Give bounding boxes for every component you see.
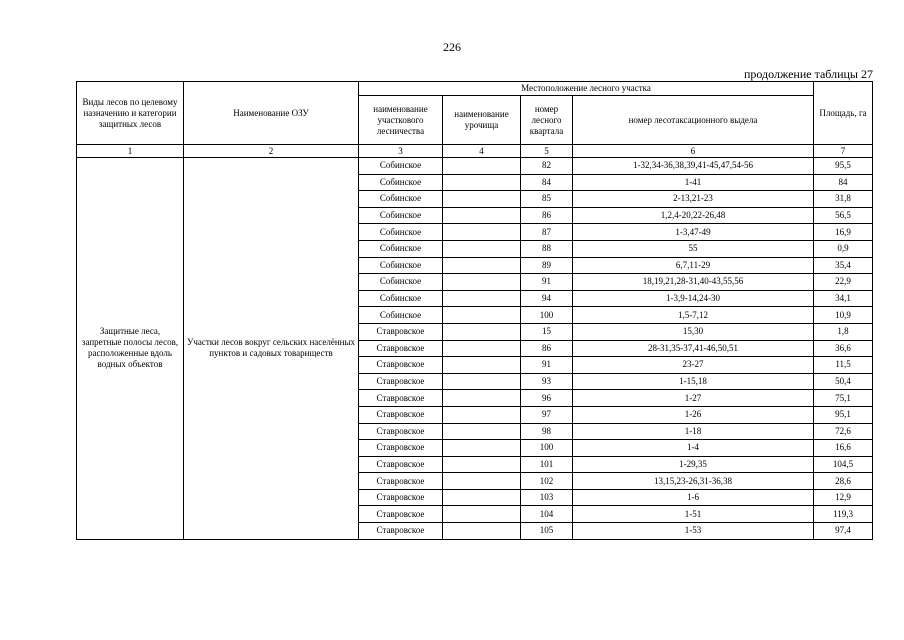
tract-cell: [443, 423, 521, 440]
forestry-cell: Ставровское: [359, 357, 443, 374]
allotment-cell: 1-53: [573, 523, 814, 540]
area-cell: 95,5: [814, 158, 873, 175]
quarter-cell: 102: [521, 473, 573, 490]
area-cell: 16,9: [814, 224, 873, 241]
forestry-cell: Ставровское: [359, 523, 443, 540]
forestry-cell: Ставровское: [359, 373, 443, 390]
tract-cell: [443, 440, 521, 457]
forestry-cell: Ставровское: [359, 506, 443, 523]
quarter-cell: 98: [521, 423, 573, 440]
table-body: [77, 158, 873, 540]
tract-cell: [443, 373, 521, 390]
tract-cell: [443, 240, 521, 257]
allotment-cell: 1-18: [573, 423, 814, 440]
quarter-cell: 85: [521, 191, 573, 208]
allotment-cell: 1,5-7,12: [573, 307, 814, 324]
quarter-cell: 105: [521, 523, 573, 540]
forestry-cell: Собинское: [359, 240, 443, 257]
area-cell: 34,1: [814, 290, 873, 307]
quarter-cell: 89: [521, 257, 573, 274]
area-cell: 95,1: [814, 406, 873, 423]
quarter-cell: 91: [521, 357, 573, 374]
tract-cell: [443, 323, 521, 340]
forestry-cell: Ставровское: [359, 323, 443, 340]
area-cell: 35,4: [814, 257, 873, 274]
allotment-cell: 1-51: [573, 506, 814, 523]
area-cell: 28,6: [814, 473, 873, 490]
tract-cell: [443, 257, 521, 274]
allotment-cell: 15,30: [573, 323, 814, 340]
quarter-cell: 104: [521, 506, 573, 523]
quarter-cell: 84: [521, 174, 573, 191]
tract-cell: [443, 290, 521, 307]
allotment-cell: 1-3,9-14,24-30: [573, 290, 814, 307]
quarter-cell: 15: [521, 323, 573, 340]
area-cell: 22,9: [814, 274, 873, 291]
tract-cell: [443, 523, 521, 540]
forestry-cell: Собинское: [359, 290, 443, 307]
forestry-cell: Собинское: [359, 224, 443, 241]
column-number: 3: [359, 145, 443, 158]
forestry-cell: Ставровское: [359, 340, 443, 357]
tract-cell: [443, 390, 521, 407]
quarter-cell: 86: [521, 340, 573, 357]
area-cell: 31,8: [814, 191, 873, 208]
forestry-cell: Собинское: [359, 307, 443, 324]
ozu-name-cell: Участки лесов вокруг сельских населённых пунктов и садовых товариществ: [184, 158, 359, 540]
table-continuation-label: продолжение таблицы 27: [743, 67, 873, 81]
area-cell: 1,8: [814, 323, 873, 340]
quarter-cell: 101: [521, 456, 573, 473]
allotment-cell: 1-32,34-36,38,39,41-45,47,54-56: [573, 158, 814, 175]
column-number-row: [77, 145, 873, 158]
allotment-cell: 1-29,35: [573, 456, 814, 473]
column-number: 4: [443, 145, 521, 158]
header-forest-type: Виды лесов по целевому назначению и категории защитных лесов: [77, 82, 184, 145]
forestry-cell: Собинское: [359, 191, 443, 208]
allotment-cell: 1,2,4-20,22-26,48: [573, 207, 814, 224]
area-cell: 11,5: [814, 357, 873, 374]
header-location-group: Местоположение лесного участка: [359, 82, 814, 96]
area-cell: 75,1: [814, 390, 873, 407]
tract-cell: [443, 174, 521, 191]
area-cell: 10,9: [814, 307, 873, 324]
tract-cell: [443, 357, 521, 374]
quarter-cell: 94: [521, 290, 573, 307]
area-cell: 104,5: [814, 456, 873, 473]
header-tract: наименование урочища: [443, 96, 521, 145]
allotment-cell: 13,15,23-26,31-36,38: [573, 473, 814, 490]
forestry-cell: Собинское: [359, 174, 443, 191]
area-cell: 84: [814, 174, 873, 191]
column-number: 6: [573, 145, 814, 158]
forestry-cell: Ставровское: [359, 456, 443, 473]
tract-cell: [443, 489, 521, 506]
tract-cell: [443, 274, 521, 291]
tract-cell: [443, 406, 521, 423]
allotment-cell: 1-4: [573, 440, 814, 457]
forest-plots-table: [76, 81, 873, 540]
tract-cell: [443, 340, 521, 357]
quarter-cell: 100: [521, 307, 573, 324]
quarter-cell: 91: [521, 274, 573, 291]
tract-cell: [443, 456, 521, 473]
forestry-cell: Собинское: [359, 158, 443, 175]
area-cell: 16,6: [814, 440, 873, 457]
area-cell: 36,6: [814, 340, 873, 357]
tract-cell: [443, 506, 521, 523]
tract-cell: [443, 158, 521, 175]
forestry-cell: Собинское: [359, 207, 443, 224]
allotment-cell: 55: [573, 240, 814, 257]
allotment-cell: 1-41: [573, 174, 814, 191]
tract-cell: [443, 207, 521, 224]
allotment-cell: 18,19,21,28-31,40-43,55,56: [573, 274, 814, 291]
area-cell: 50,4: [814, 373, 873, 390]
forestry-cell: Ставровское: [359, 440, 443, 457]
column-number: 5: [521, 145, 573, 158]
allotment-cell: 1-27: [573, 390, 814, 407]
column-number: 7: [814, 145, 873, 158]
tract-cell: [443, 191, 521, 208]
quarter-cell: 96: [521, 390, 573, 407]
header-area: Площадь, га: [814, 82, 873, 145]
allotment-cell: 1-6: [573, 489, 814, 506]
quarter-cell: 86: [521, 207, 573, 224]
forestry-cell: Собинское: [359, 257, 443, 274]
quarter-cell: 82: [521, 158, 573, 175]
area-cell: 56,5: [814, 207, 873, 224]
area-cell: 0,9: [814, 240, 873, 257]
quarter-cell: 88: [521, 240, 573, 257]
quarter-cell: 93: [521, 373, 573, 390]
area-cell: 97,4: [814, 523, 873, 540]
column-number: 1: [77, 145, 184, 158]
forestry-cell: Ставровское: [359, 390, 443, 407]
forestry-cell: Ставровское: [359, 489, 443, 506]
tract-cell: [443, 224, 521, 241]
tract-cell: [443, 473, 521, 490]
allotment-cell: 6,7,11-29: [573, 257, 814, 274]
allotment-cell: 1-3,47-49: [573, 224, 814, 241]
page-number: 226: [443, 40, 461, 54]
quarter-cell: 87: [521, 224, 573, 241]
header-allotment: номер лесотаксационного выдела: [573, 96, 814, 145]
allotment-cell: 1-15,18: [573, 373, 814, 390]
column-number: 2: [184, 145, 359, 158]
forestry-cell: Ставровское: [359, 406, 443, 423]
area-cell: 72,6: [814, 423, 873, 440]
header-ozu-name: Наименование ОЗУ: [184, 82, 359, 145]
table-row: [77, 158, 873, 175]
quarter-cell: 100: [521, 440, 573, 457]
header-quarter: номер лесного квартала: [521, 96, 573, 145]
forestry-cell: Ставровское: [359, 423, 443, 440]
allotment-cell: 2-13,21-23: [573, 191, 814, 208]
header-forestry: наименование участкового лесничества: [359, 96, 443, 145]
tract-cell: [443, 307, 521, 324]
allotment-cell: 28-31,35-37,41-46,50,51: [573, 340, 814, 357]
quarter-cell: 97: [521, 406, 573, 423]
forestry-cell: Собинское: [359, 274, 443, 291]
forestry-cell: Ставровское: [359, 473, 443, 490]
area-cell: 119,3: [814, 506, 873, 523]
allotment-cell: 23-27: [573, 357, 814, 374]
allotment-cell: 1-26: [573, 406, 814, 423]
forest-type-cell: Защитные леса, запретные полосы лесов, расположенные вдоль водных объектов: [77, 158, 184, 540]
area-cell: 12,9: [814, 489, 873, 506]
quarter-cell: 103: [521, 489, 573, 506]
